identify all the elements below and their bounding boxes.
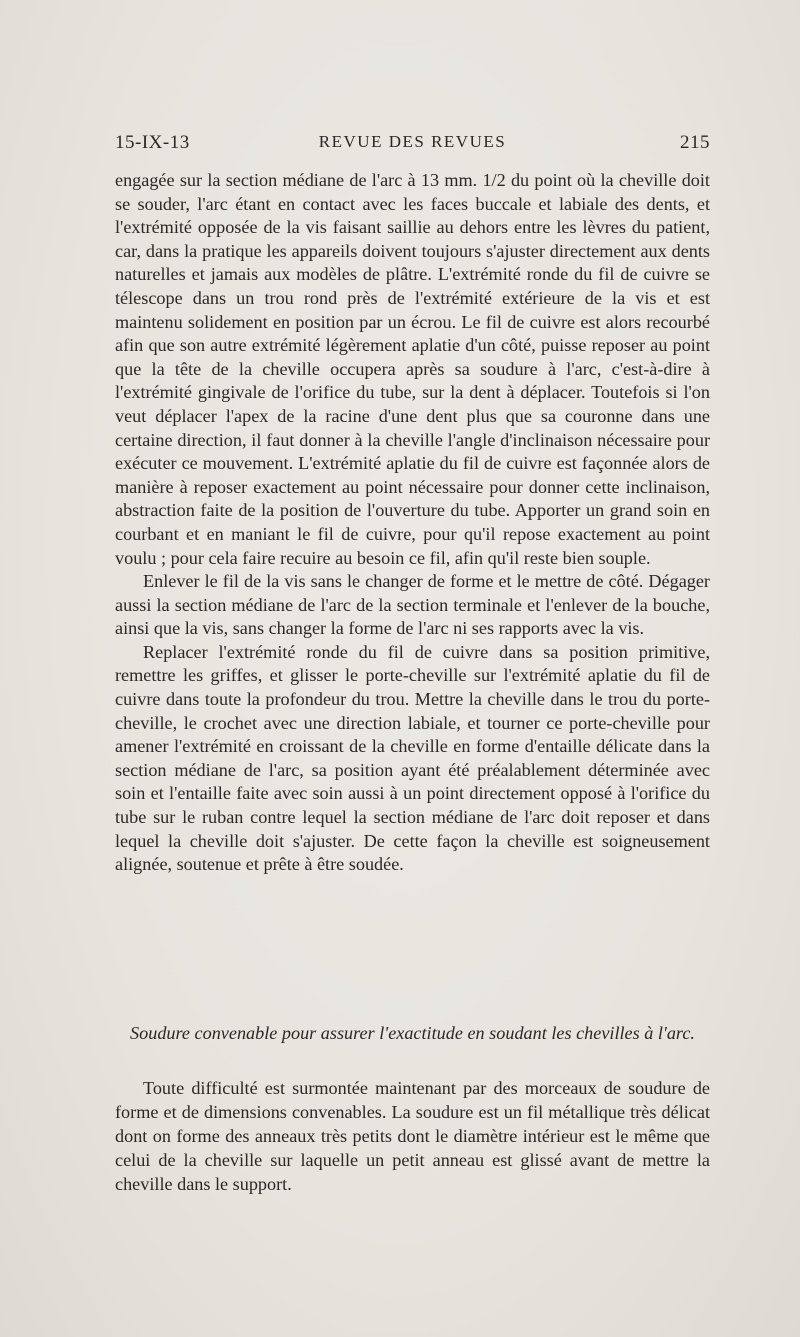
main-text [115,169,710,877]
section-text [115,1076,710,1196]
header-journal-title: REVUE DES REVUES [318,132,507,151]
header-date: 15-IX-13 [115,132,190,153]
paragraph-2: Enlever le fil de la vis sans le changer de forme et le mettre de côté. Dégager aussi la section médiane de l'arc de la section terminale et l'enlever de la bouche, ainsi que la vis, sans changer la forme de l'arc ni ses rapports avec la vis. [115,571,710,639]
section-paragraph: Toute difficulté est surmontée maintenant par des morceaux de soudure de forme et de dimensions convenables. La soudure est un fil métallique très délicat dont on forme des anneaux très petits dont le diamètre intérieur est le même que celui de la cheville sur laquelle un petit anneau est glissé avant de mettre la cheville dans le support. [115,1078,710,1194]
paragraph-1: engagée sur la section médiane de l'arc à 13 mm. 1/2 du point où la cheville doit se souder, l'arc étant en contact avec les faces buccale et labiale des dents, et l'extrémité opposée de la vis faisant saillie au dehors entre les lèvres du patient, car, dans la pratique les appareils doivent toujours s'ajuster directement aux dents naturelles et jamais aux modèles de plâtre. L'extrémité ronde du fil de cuivre se télescope dans un trou rond près de l'extrémité extérieure de la vis et est maintenu solidement en position par un écrou. Le fil de cuivre est alors recourbé afin que son autre extrémité légèrement aplatie d'un côté, puisse reposer au point que la tête de la cheville occupera après sa soudure à l'arc, c'est-à-dire à l'extrémité gingivale de l'orifice du tube, sur la dent à déplacer. Toutefois si l'on veut déplacer l'apex de la racine d'une dent plus que sa couronne dans une certaine direction, il faut donner à la cheville l'angle d'inclinaison nécessaire pour exécuter ce mouvement. L'extrémité aplatie du fil de cuivre est façonnée alors de manière à reposer exactement au point nécessaire pour donner cette inclinaison, abstraction faite de la position de l'ouverture du tube. Apporter un grand soin en courbant et en maniant le fil de cuivre, pour qu'il repose exactement au point voulu ; pour cela faire recuire au besoin ce fil, afin qu'il reste bien souple. [115,170,710,568]
page-number: 215 [680,132,710,153]
paragraph-3: Replacer l'extrémité ronde du fil de cuivre dans sa position primitive, remettre les griffes, et glisser le porte-cheville sur l'extrémité aplatie du fil de cuivre dans toute la profondeur du trou. Mettre la cheville dans le trou du porte-cheville, le crochet avec une direction labiale, et tourner ce porte-cheville pour amener l'extrémité en croissant de la cheville en forme d'entaille délicate dans la section médiane de l'arc, sa position ayant été préalablement déterminée avec soin et l'entaille faite avec soin aussi à un point directement opposé à l'orifice du tube sur le ruban contre lequel la section médiane de l'arc doit reposer et dans lequel la cheville doit s'ajuster. De cette façon la cheville est soigneusement alignée, soutenue et prête à être soudée. [115,641,710,875]
section-heading: Soudure convenable pour assurer l'exactitude en soudant les chevilles à l'arc. [130,1023,695,1043]
running-header [115,132,710,158]
